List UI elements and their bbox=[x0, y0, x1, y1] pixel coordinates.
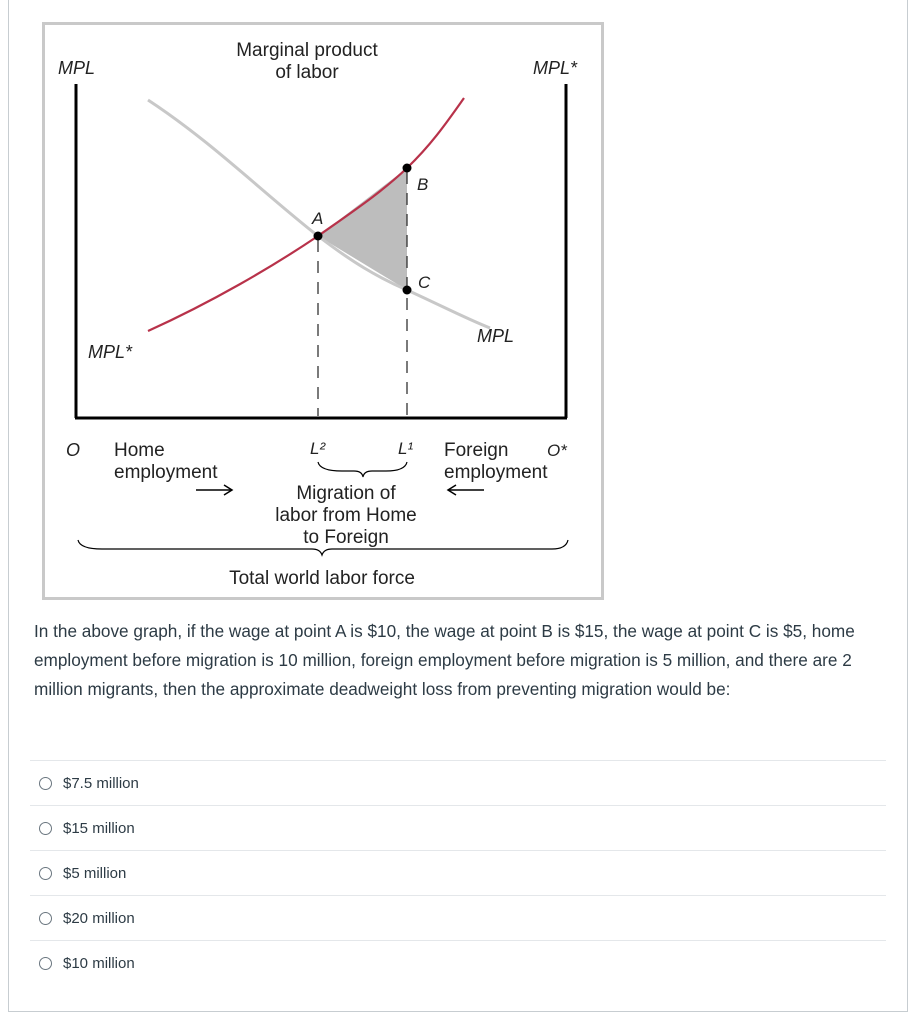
point-b-dot bbox=[403, 164, 412, 173]
answer-label: $15 million bbox=[63, 819, 135, 837]
answer-option-5[interactable] bbox=[30, 940, 886, 985]
figure-title-line2: of labor bbox=[275, 62, 339, 83]
home-employment-line1: Home bbox=[114, 440, 165, 461]
point-a-label: A bbox=[312, 209, 324, 228]
answer-option-4[interactable] bbox=[30, 895, 886, 940]
point-a-dot bbox=[314, 232, 323, 241]
answer-option-1[interactable] bbox=[30, 760, 886, 805]
question-text: In the above graph, if the wage at point A is $10, the wage at point B is $15, the wage at point C is $5, home employment before migration is 10 million, foreign employment before migration is 5 million, and there are 2 million migrants, then the approximate deadweight loss from preventing migration would be: bbox=[34, 621, 855, 699]
left-axis-label: MPL bbox=[58, 58, 96, 78]
radio-icon[interactable] bbox=[39, 822, 52, 835]
figure-title-line1: Marginal product bbox=[236, 40, 378, 61]
point-c-label: C bbox=[418, 273, 431, 292]
foreign-employment-line1: Foreign bbox=[444, 440, 509, 461]
radio-icon[interactable] bbox=[39, 957, 52, 970]
point-c-dot bbox=[403, 286, 412, 295]
origin-foreign-label: O* bbox=[547, 441, 567, 460]
answer-label: $7.5 million bbox=[63, 774, 139, 792]
world-labor-label: Total world labor force bbox=[229, 568, 415, 589]
answer-option-2[interactable] bbox=[30, 805, 886, 850]
migration-line2: labor from Home bbox=[275, 505, 417, 526]
point-b-label: B bbox=[417, 175, 429, 194]
right-axis-label: MPL* bbox=[533, 58, 578, 78]
foreign-employment-line2: employment bbox=[444, 462, 548, 483]
labor-migration-figure bbox=[42, 22, 604, 600]
radio-icon[interactable] bbox=[39, 912, 52, 925]
answer-option-3[interactable] bbox=[30, 850, 886, 895]
l2-tick-label: L² bbox=[310, 439, 326, 458]
l1-tick-label: L¹ bbox=[398, 439, 414, 458]
answer-label: $20 million bbox=[63, 909, 135, 927]
origin-home-label: O bbox=[66, 440, 81, 460]
answer-label: $10 million bbox=[63, 954, 135, 972]
migration-line1: Migration of bbox=[296, 483, 396, 504]
figure-svg bbox=[42, 22, 604, 600]
mpl-star-curve-label: MPL* bbox=[88, 342, 133, 362]
answer-list bbox=[30, 760, 886, 985]
migration-line3: to Foreign bbox=[303, 527, 389, 548]
home-employment-line2: employment bbox=[114, 462, 218, 483]
mpl-curve-label: MPL bbox=[477, 326, 515, 346]
radio-icon[interactable] bbox=[39, 867, 52, 880]
answer-label: $5 million bbox=[63, 864, 127, 882]
radio-icon[interactable] bbox=[39, 777, 52, 790]
